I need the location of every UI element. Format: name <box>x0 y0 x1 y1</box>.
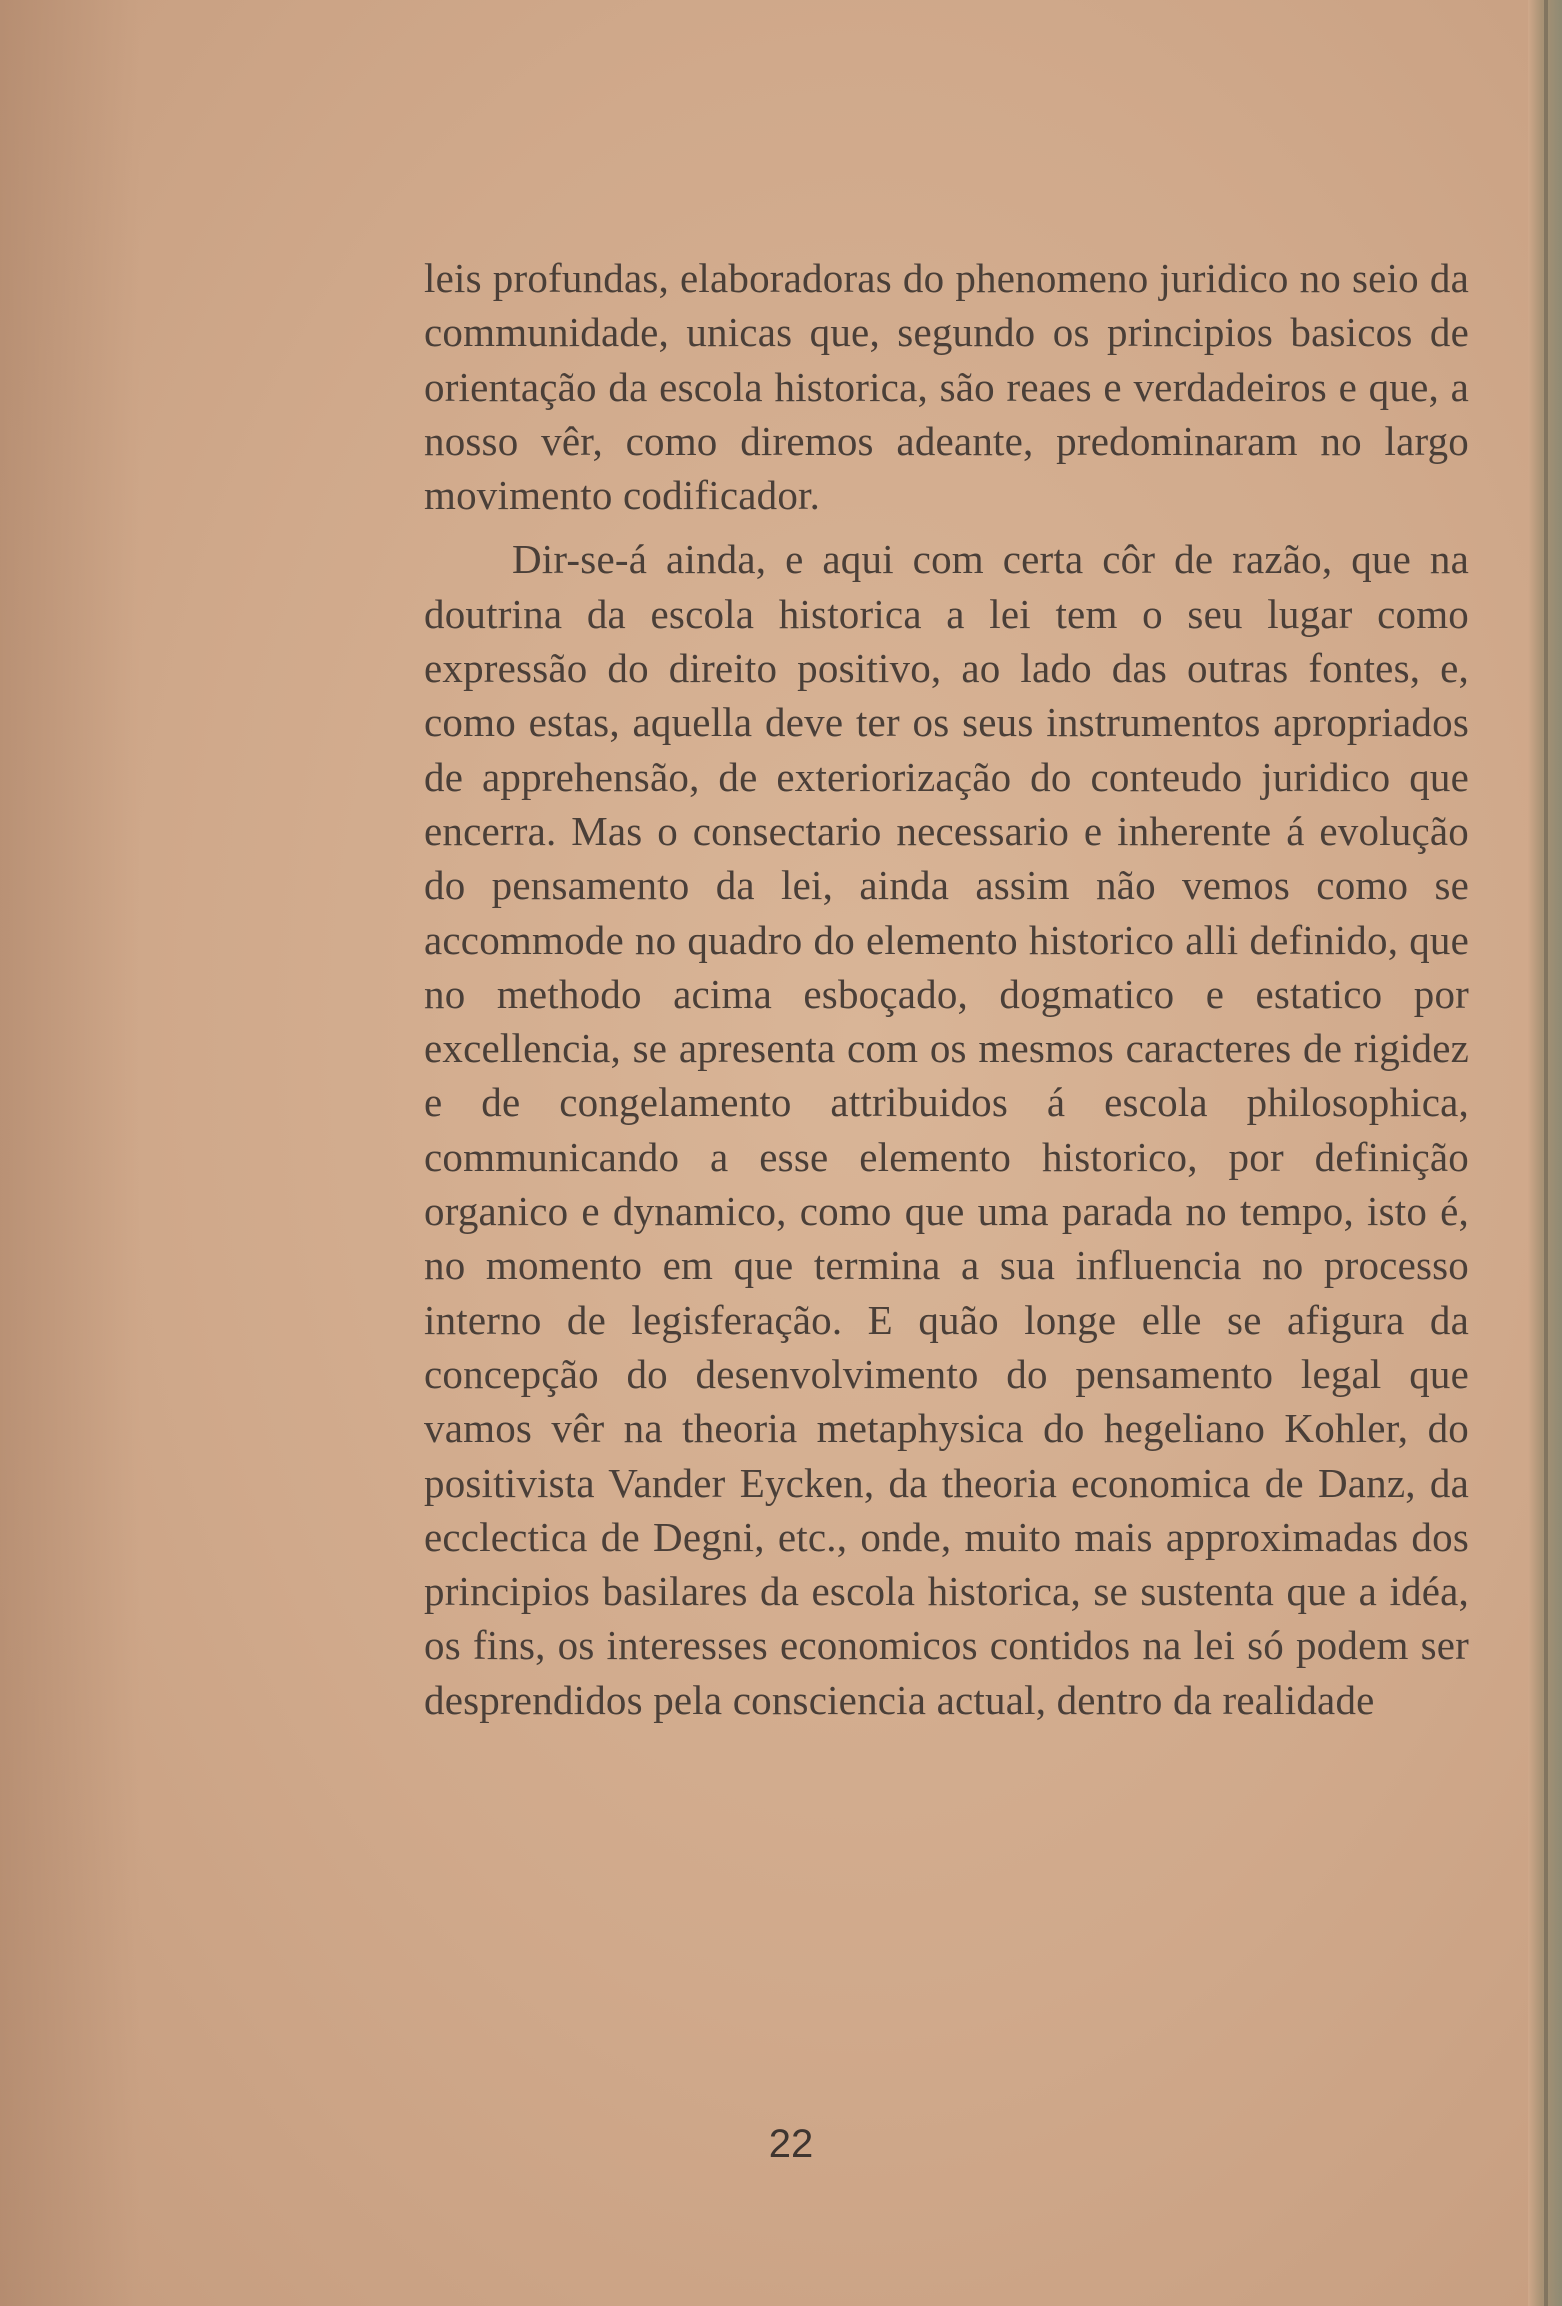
paragraph-1: leis profundas, elaboradoras do phenomeno juridico no seio da communidade, unicas que, segundo os principios basicos de orientação da escola historica, são reaes e verdadeiros e que, a nosso vêr, como diremos adeante, predominaram no largo movimento codificador. <box>424 255 1469 519</box>
page-shadow-left <box>0 0 140 2306</box>
paragraph-2: Dir-se-á ainda, e aqui com certa côr de razão, que na doutrina da escola historica a lei tem o seu lugar como expressão do direito positivo, ao lado das outras fontes, e, como estas, aquella deve ter os seus instrumentos apropriados de apprehensão, de exteriorização do conteudo juridico que encerra. Mas o consectario necessario e inherente á evolução do pensamento da lei, ainda assim não vemos como se accommode no quadro do elemento historico alli definido, que no methodo acima esboçado, dogmatico e estatico por excellencia, se apresenta com os mesmos caracteres de rigidez e de congelamento attribuidos á escola philosophica, communicando a esse elemento historico, por definição organico e dynamico, como que uma parada no tempo, isto é, no momento em que termina a sua influencia no processo interno de legisferação. E quão longe elle se afigura da concepção do desenvolvimento do pensamento legal que vamos vêr na theoria metaphysica do hegeliano Kohler, do positivista Vander Eycken, da theoria economica de Danz, da ecclectica de Degni, etc., onde, muito mais approximadas dos principios basilares da escola historica, se sustenta que a idéa, os fins, os interesses economicos contidos na lei só podem ser desprendidos pela consciencia actual, dentro da realidade <box>424 536 1469 1723</box>
body-text <box>424 251 1469 1727</box>
page-edge-line <box>1544 0 1548 2306</box>
page-number: 22 <box>768 2122 814 2166</box>
